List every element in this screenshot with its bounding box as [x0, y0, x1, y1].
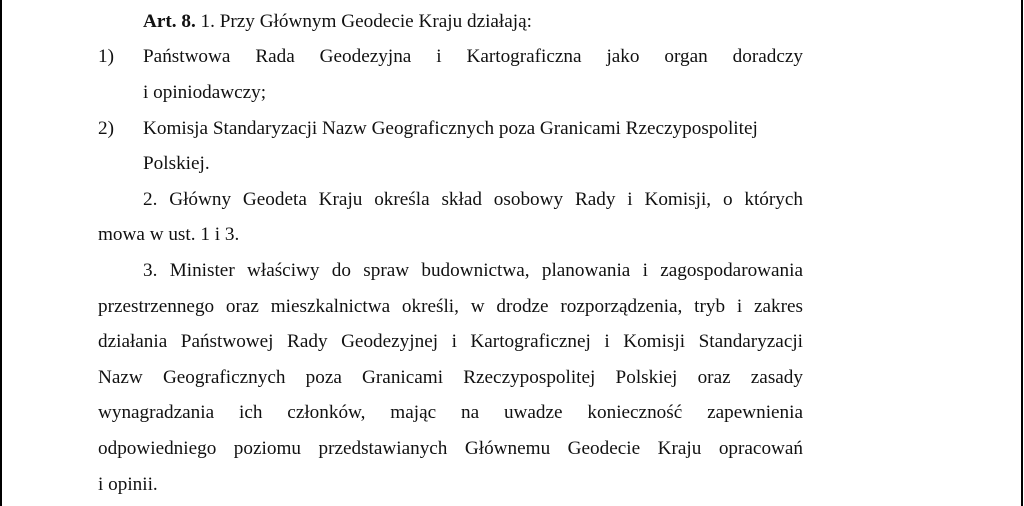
item-2-line-1: Komisja Standaryzacji Nazw Geograficznych poza Granicami Rzeczypospolitej [143, 118, 758, 139]
section-2-line-1: 2. Główny Geodeta Kraju określa skład osobowy Rady i Komisji, o których [143, 189, 803, 210]
item-1-number: 1) [98, 46, 114, 67]
item-2-line-2: Polskiej. [143, 153, 210, 174]
section-3-line-4: Nazw Geograficznych poza Granicami Rzeczypospolitej Polskiej oraz zasady [98, 367, 803, 388]
item-2-number: 2) [98, 118, 114, 139]
section-3-line-2: przestrzennego oraz mieszkalnictwa określi, w drodze rozporządzenia, tryb i zakres [98, 296, 803, 317]
section-2-line-2: mowa w ust. 1 i 3. [98, 224, 240, 245]
section-3-line-6: odpowiedniego poziomu przedstawianych Głównemu Geodecie Kraju opracowań [98, 438, 803, 459]
article-intro: 1. Przy Głównym Geodecie Kraju działają: [200, 11, 532, 32]
item-1-line-2: i opiniodawczy; [143, 82, 267, 103]
section-3-line-7: i opinii. [98, 474, 158, 495]
article-intro-line [143, 10, 532, 34]
section-3-line-3: działania Państwowej Rady Geodezyjnej i Kartograficznej i Komisji Standaryzacji [98, 331, 803, 352]
item-1-line-1: Państwowa Rada Geodezyjna i Kartograficzna jako organ doradczy [143, 46, 803, 67]
section-3-line-5: wynagradzania ich członków, mając na uwadze konieczność zapewnienia [98, 402, 803, 423]
section-3-line-1: 3. Minister właściwy do spraw budownictwa, planowania i zagospodarowania [143, 260, 803, 281]
article-label: Art. 8. [143, 11, 196, 32]
